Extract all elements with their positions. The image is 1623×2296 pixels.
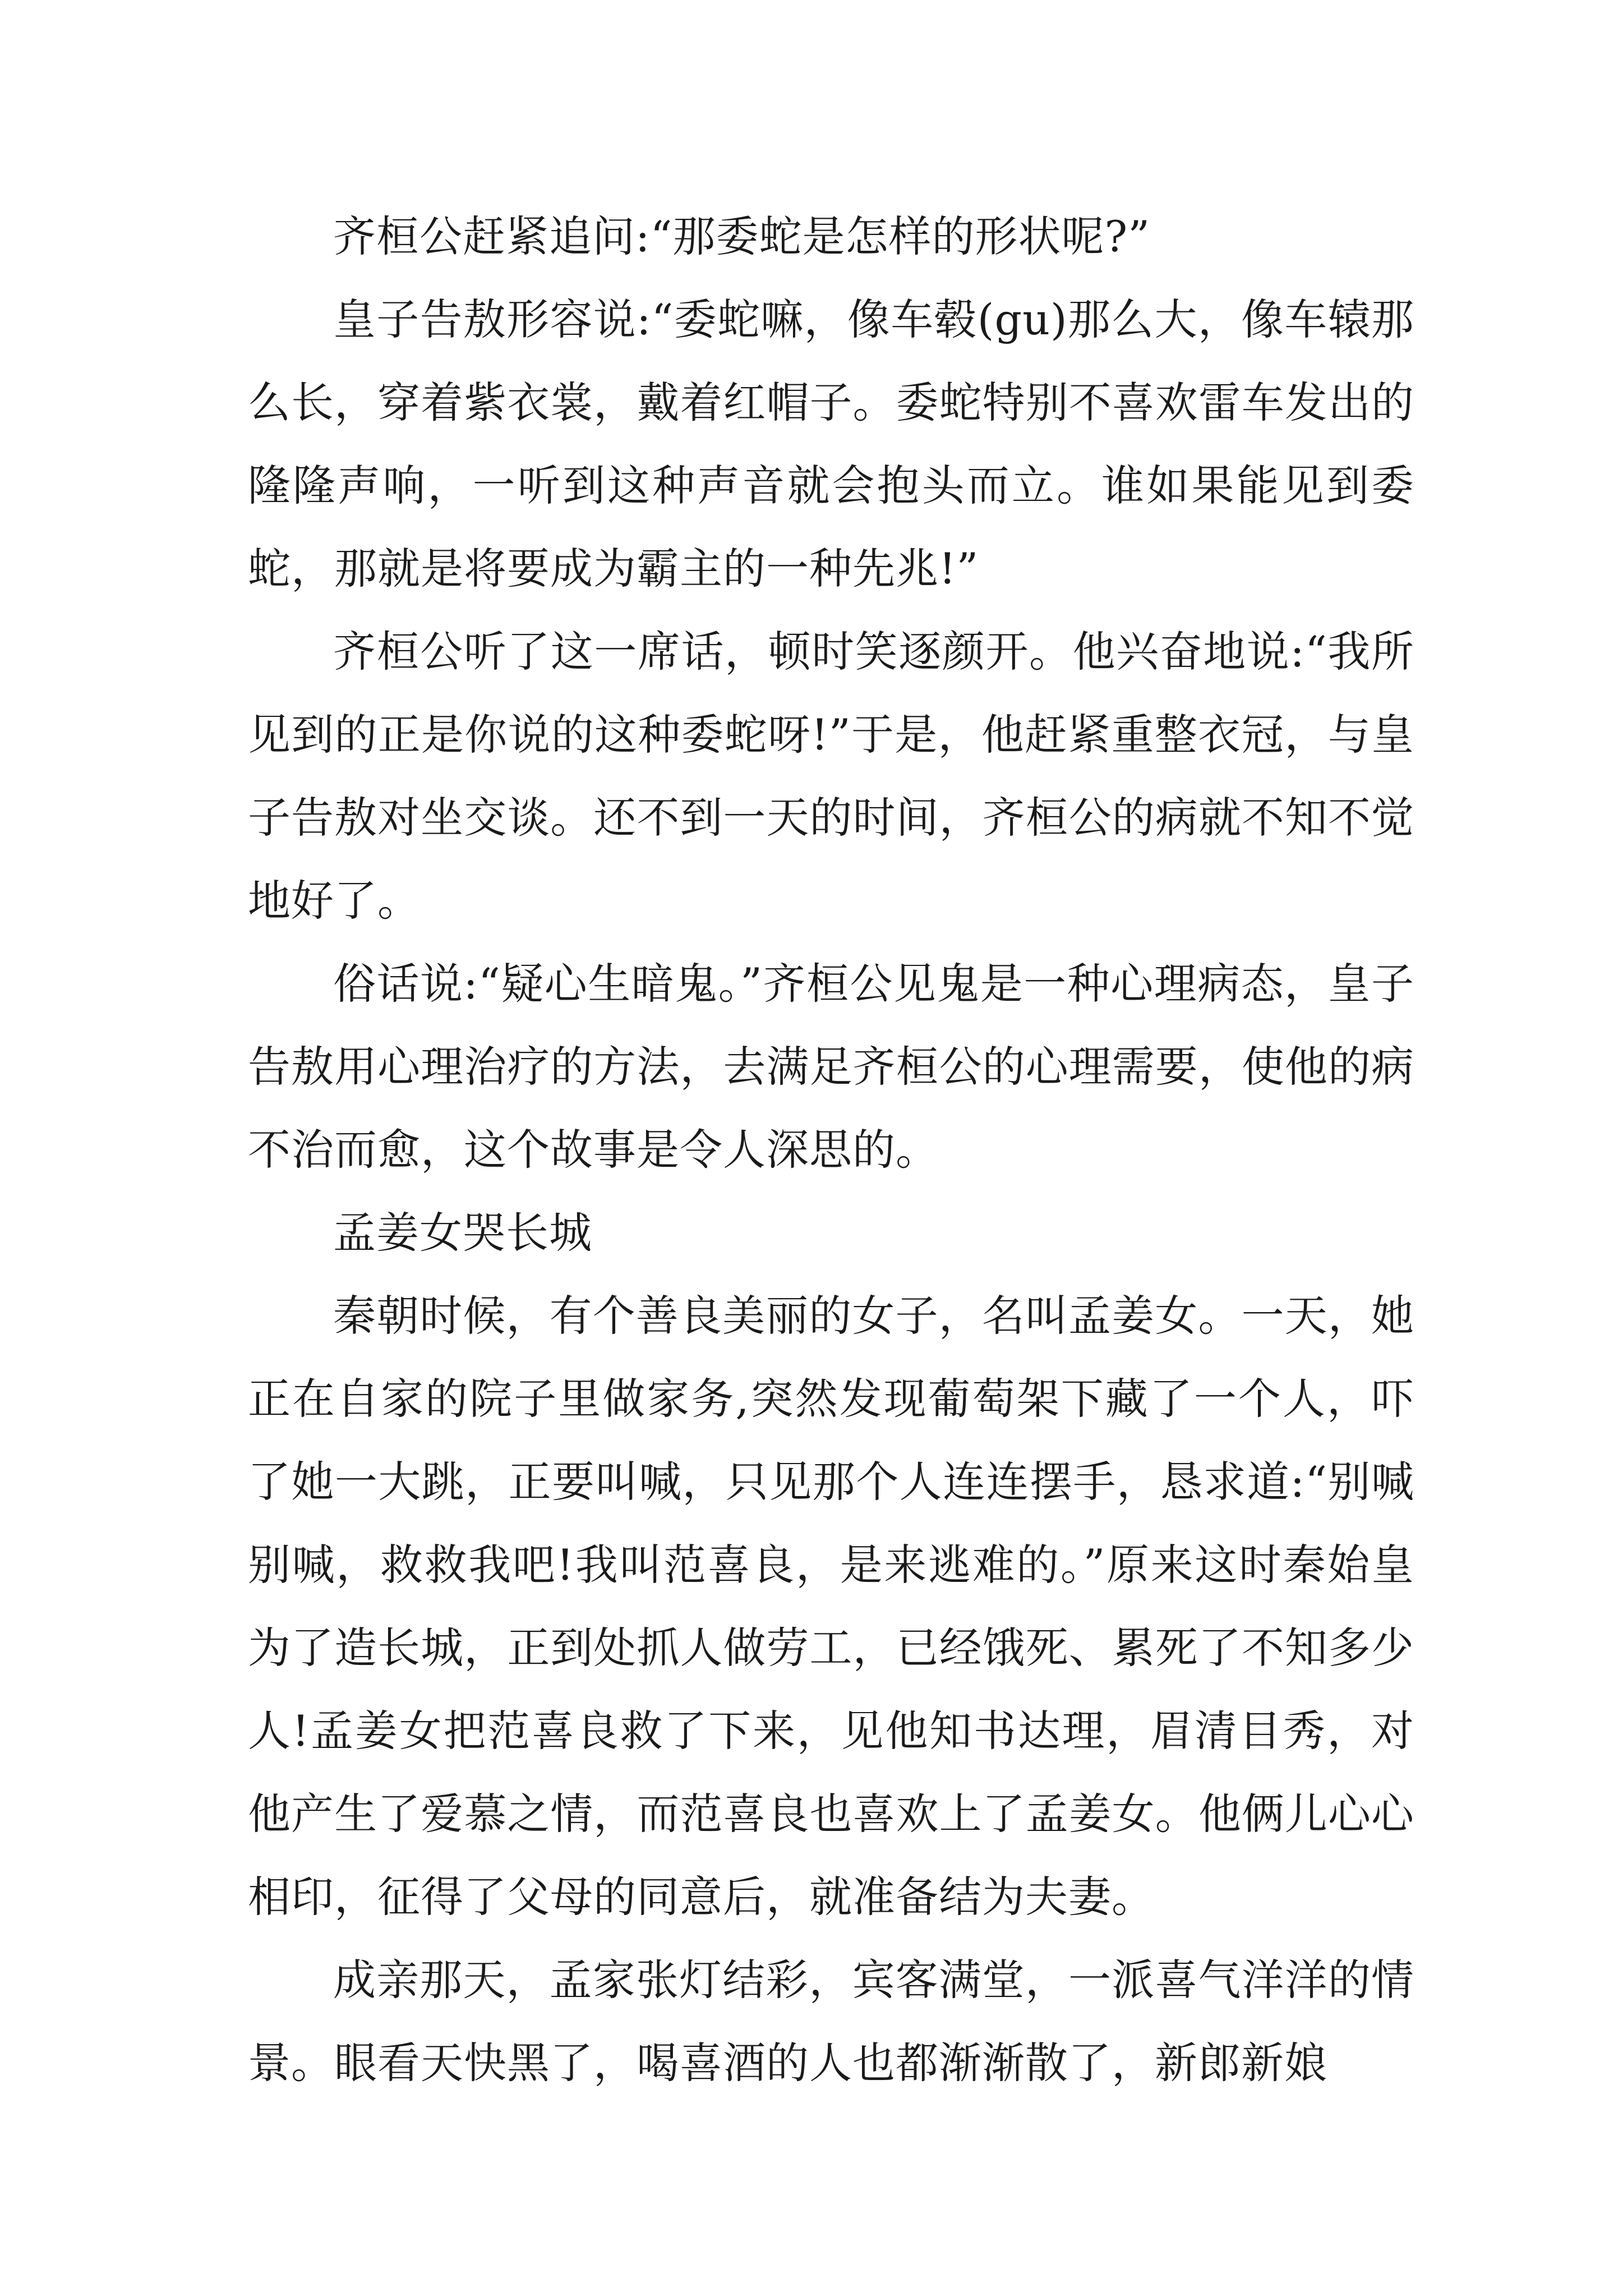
document-body — [248, 195, 1414, 2105]
paragraph-meng-jiang-nv-story: 秦朝时候，有个善良美丽的女子，名叫孟姜女。一天，她正在自家的院子里做家务,突然发现葡萄架下藏了一个人，吓了她一大跳，正要叫喊，只见那个人连连摆手，恳求道:“别喊别喊，救救我吧!我叫范喜良，是来逃难的。”原来这时秦始皇为了造长城，正到处抓人做劳工，已经饿死、累死了不知多少人!孟姜女把范喜良救了下来，见他知书达理，眉清目秀，对他产生了爱慕之情，而范喜良也喜欢上了孟姜女。他俩儿心心相印，征得了父母的同意后，就准备结为夫妻。 — [248, 1291, 1414, 1922]
paragraph-qi-huan-gong-asks: 齐桓公赶紧追问:“那委蛇是怎样的形状呢?” — [333, 211, 1151, 261]
paragraph-proverb-conclusion: 俗话说:“疑心生暗鬼。”齐桓公见鬼是一种心理病态，皇子告敖用心理治疗的方法，去满足齐桓公的心理需要，使他的病不治而愈，这个故事是令人深思的。 — [248, 959, 1414, 1175]
section-title-meng-jiang-nv: 孟姜女哭长城 — [333, 1208, 592, 1258]
paragraph-wei-yi-description: 皇子告敖形容说:“委蛇嘛，像车毂(gu)那么大，像车辕那么长，穿着紫衣裳，戴着红帽子。委蛇特别不喜欢雷车发出的隆隆声响，一听到这种声音就会抱头而立。谁如果能见到委蛇，那就是将要成为霸主的一种先兆!” — [248, 295, 1414, 593]
paragraph-wedding-day: 成亲那天，孟家张灯结彩，宾客满堂，一派喜气洋洋的情景。眼看天快黑了，喝喜酒的人也都渐渐散了，新郎新娘 — [248, 1955, 1414, 2088]
paragraph-qi-huan-gong-recovers: 齐桓公听了这一席话，顿时笑逐颜开。他兴奋地说:“我所见到的正是你说的这种委蛇呀!”于是，他赶紧重整衣冠，与皇子告敖对坐交谈。还不到一天的时间，齐桓公的病就不知不觉地好了。 — [248, 627, 1414, 926]
